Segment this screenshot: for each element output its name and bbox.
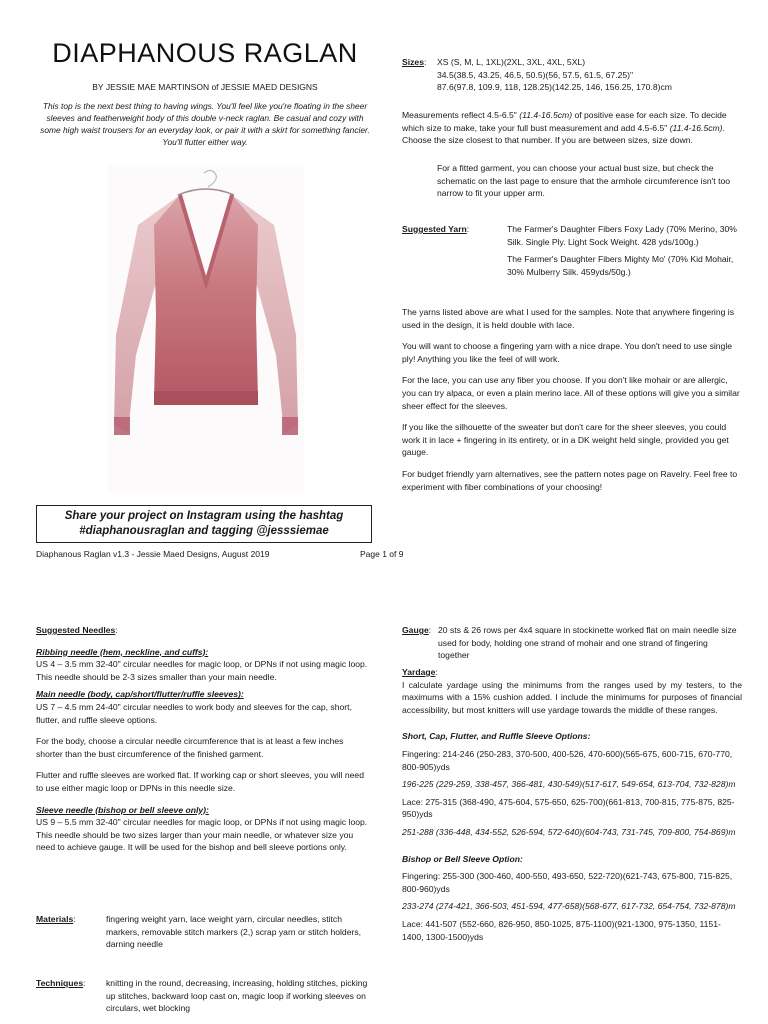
bishop-sleeve-heading: Bishop or Bell Sleeve Option: xyxy=(402,853,523,864)
main-needle-text: US 7 – 4.5 mm 24-40" circular needles to work body and sleeves for the cap, short, flutter, and ruffle sleeve options. xyxy=(36,701,352,725)
sizes-cm: 87.6(97.8, 109.9, 118, 128.25)(142.25, 146, 156.25, 170.8)cm xyxy=(437,82,672,93)
short-sleeve-heading: Short, Cap, Flutter, and Ruffle Sleeve Options: xyxy=(402,731,591,742)
sizes-label: Sizes xyxy=(402,57,424,67)
short-lace-yds: Lace: 275-315 (368-490, 475-604, 575-650, 625-700)(661-813, 700-815, 775-875, 825-950)yds xyxy=(402,796,735,820)
intro-text: This top is the next best thing to having wings. You'll feel like you're floating in the sheer sleeves and featherweight body of this double v-neck raglan. Be casual and cozy with some high waist trousers for an everyday look, or pair it with a skirt for something fancier. You'll flutter either way. xyxy=(40,101,370,147)
bishop-fingering-yds: Fingering: 255-300 (300-460, 400-550, 493-650, 522-720)(621-743, 675-800, 715-825, 800-960)yds xyxy=(402,871,733,894)
gauge-section: Gauge: 20 sts & 26 rows per 4x4 square in stockinette worked flat on main needle size used for body, holding one strand of mohair and one strand of fingering together xyxy=(402,625,737,661)
sleeve-needle-text: US 9 – 5.5 mm 32-40" circular needles for magic loop, or DPNs if not using magic loop. This needle should be two sizes larger than your main needle, or whatever size you need to achieve gauge. It will be used for the bishop and bell sleeve portions only. xyxy=(36,817,368,853)
instagram-share-box xyxy=(36,505,372,543)
share-line-1: Share your project on Instagram using the hashtag xyxy=(64,510,344,522)
short-lace-m: 251-288 (336-448, 434-552, 526-594, 572-640)(604-743, 731-745, 709-800, 754-869)m xyxy=(402,826,736,837)
yardage-label: Yardage xyxy=(402,667,436,677)
fitted-note: For a fitted garment, you can choose your actual bust size, but check the schematic on the last page to ensure that the armhole circumference isn't too narrow to fit your upper arm. xyxy=(437,163,731,199)
gauge-label: Gauge xyxy=(402,625,429,635)
yarn-note-2: You will want to choose a fingering yarn with a nice drape. You don't need to use single ply! Anything you like the feel of will work. xyxy=(402,341,733,364)
yarn-notes xyxy=(402,306,742,493)
ribbing-needle-heading: Ribbing needle (hem, neckline, and cuffs): xyxy=(36,646,209,657)
measurements-note: Measurements reflect 4.5-6.5" (11.4-16.5cm) of positive ease for each size. To decide which size to make, take your full bust measurement and add 4.5-6.5" (11.4-16.5cm). Choose the size closest to that number. If you are between sizes, size down. xyxy=(402,110,727,146)
bishop-lace-yds: Lace: 441-507 (552-660, 826-950, 850-1025, 875-1100)(921-1300, 975-1350, 1151-1400, 1300-1500)yds xyxy=(402,918,721,942)
sizes-list: XS (S, M, L, 1XL)(2XL, 3XL, 4XL, 5XL) xyxy=(437,57,586,67)
yardage-section: Yardage: I calculate yardage using the minimums from the ranges used by my testers, to the maximums with a 15% cushion added. I include the minimums for purposes of financial accessibility, but most knitters will use yardage towards the middle of these ranges. Short, Cap, Flutter, and Ruffle Sleeve Options: Fingering: 214-246 (250-283, 370-500, 400-526, 470-600)(565-675, 600-715, 670-770, 800-905)yds 196-225 (229-259, 338-457, 366-481, 430-549)(517-617, 549-654, 613-704, 732-828)m Lace: 275-315 (368-490, 475-604, 575-650, 625-700)(661-813, 700-815, 775-875, 825-950)yds 251-288 (336-448, 434-552, 526-594, 572-640)(604-743, 731-745, 709-800, 754-869)m Bishop or Bell Sleeve Option: Fingering: 255-300 (300-460, 400-550, 493-650, 522-720)(621-743, 675-800, 715-825, 800-960)yds 233-274 (274-421, 366-503, 451-594, 477-658)(568-677, 617-732, 654-754, 732-878)m Lace: 441-507 (552-660, 826-950, 850-1025, 875-1100)(921-1300, 975-1350, 1151-1400, 1300-1500)yds xyxy=(402,667,742,942)
bishop-fingering-m: 233-274 (274-421, 366-503, 451-594, 477-658)(568-677, 617-732, 654-754, 732-878)m xyxy=(402,901,736,912)
techniques-text: knitting in the round, decreasing, increasing, holding stitches, picking up stitches, backward loop cast on, magic loop if working sleeves on circulars, wet blocking xyxy=(106,978,368,1014)
yarn-note-1: The yarns listed above are what I used for the samples. Note that anywhere fingering is used in the design, it is held double with lace. xyxy=(402,307,734,330)
materials-label: Materials xyxy=(36,914,74,924)
short-fingering-yds: Fingering: 214-246 (250-283, 370-500, 400-526, 470-600)(565-675, 600-715, 670-770, 800-905)yds xyxy=(402,748,733,772)
yarn-label: Suggested Yarn xyxy=(402,224,467,234)
body-needle-text: For the body, choose a circular needle circumference that is at least a few inches shorter than the bust circumference of the finished garment. xyxy=(36,736,344,759)
flutter-sleeve-text: Flutter and ruffle sleeves are worked flat. If working cap or short sleeves, you will need to use either magic loop or DPNs in this needle size. xyxy=(36,770,364,793)
materials-section: Materials: fingering weight yarn, lace weight yarn, circular needles, stitch markers, removable stitch markers (2,) scrap yarn or stitch holders, darning needle xyxy=(36,913,372,951)
techniques-label: Techniques xyxy=(36,978,84,988)
yarn-note-3: For the lace, you can use any fiber you choose. If you don't like mohair or are allergic, you can try alpaca, or even a plain merino lace. All of these options will give you a similar sheer effect for the sleeves. xyxy=(402,375,740,411)
sizes-inches: 34.5(38.5, 43.25, 46.5, 50.5)(56, 57.5, 61.5, 67.25)" xyxy=(437,69,634,80)
yardage-text: I calculate yardage using the minimums from the ranges used by my testers, to the maximums with a 15% cushion added. I include the minimums for purposes of financial accessibility, but most knitters will use yardage towards the middle of these ranges. xyxy=(402,679,742,715)
techniques-section: Techniques: knitting in the round, decreasing, increasing, holding stitches, picking up stitches, backward loop cast on, magic loop if working sleeves on circulars, wet blocking xyxy=(36,978,368,1014)
short-fingering-m: 196-225 (229-259, 338-457, 366-481, 430-549)(517-617, 549-654, 613-704, 732-828)m xyxy=(402,779,736,790)
yarn-foxy-lady: The Farmer's Daughter Fibers Foxy Lady (70% Merino, 30% Silk. Single Ply. Light Sock Weight. 428 yds/100g.) xyxy=(507,224,737,247)
sleeve-needle-heading: Sleeve needle (bishop or bell sleeve only): xyxy=(36,804,209,815)
gauge-text: 20 sts & 26 rows per 4x4 square in stockinette worked flat on main needle size used for body, holding one strand of mohair and one strand of fingering together xyxy=(438,625,737,661)
yarn-section: Suggested Yarn: The Farmer's Daughter Fibers Foxy Lady (70% Merino, 30% Silk. Single Ply. Light Sock Weight. 428 yds/100g.) The Farmer's Daughter Fibers Mighty Mo' (70% Kid Mohair, 30% Mulberry Silk. 459yds/50g.) xyxy=(402,223,742,278)
yarn-note-5: For budget friendly yarn alternatives, see the pattern notes page on Ravelry. Feel free to experiment with fiber combinations of your choosing! xyxy=(402,468,738,492)
share-line-2: #diaphanousraglan and tagging @jesssiemae xyxy=(79,525,329,537)
ribbing-needle-text: US 4 – 3.5 mm 32-40" circular needles for magic loop, or DPNs if not using magic loop. This needle should be 2-3 sizes smaller than your main needle. xyxy=(36,659,368,682)
yarn-mighty-mo: The Farmer's Daughter Fibers Mighty Mo' (70% Kid Mohair, 30% Mulberry Silk. 459yds/50g.) xyxy=(507,254,734,277)
yarn-note-4: If you like the silhouette of the sweater but don't care for the sheer sleeves, you could work it in lace + fingering in its entirety, or in a DK weight held single, provided you get gauge. xyxy=(402,422,729,458)
needles-label: Suggested Needles xyxy=(36,625,116,635)
needles-section: Suggested Needles: Ribbing needle (hem, neckline, and cuffs): US 4 – 3.5 mm 32-40" circular needles for magic loop, or DPNs if not using magic loop. This needle should be 2-3 sizes smaller than your main needle. Main needle (body, cap/short/flutter/ruffle sleeves): US 7 – 4.5 mm 24-40" circular needles to work body and sleeves for the cap, short, flutter, and ruffle sleeve options. For the body, choose a circular needle circumference that is at least a few inches shorter than the bust circumference of the finished garment. Flutter and ruffle sleeves are worked flat. If working cap or short sleeves, you will need to use either magic loop or DPNs in this needle size. Sleeve needle (bishop or bell sleeve only): US 9 – 5.5 mm 32-40" circular needles for magic loop, or DPNs if not using magic loop. This needle should be two sizes larger than your main needle, or whatever size you need to achieve gauge. It will be used for the bishop and bell sleeve portions only. xyxy=(36,624,372,854)
sweater-photo xyxy=(108,165,304,493)
pattern-title: DIAPHANOUS RAGLAN xyxy=(52,38,358,68)
footer-version: Diaphanous Raglan v1.3 - Jessie Maed Designs, August 2019 xyxy=(36,549,270,559)
materials-text: fingering weight yarn, lace weight yarn, circular needles, stitch markers, removable stitch markers (2,) scrap yarn or stitch holders, darning needle xyxy=(106,914,362,950)
sweater-illustration xyxy=(108,165,304,493)
byline: BY JESSIE MAE MARTINSON of JESSIE MAED DESIGNS xyxy=(92,82,318,92)
main-needle-heading: Main needle (body, cap/short/flutter/ruffle sleeves): xyxy=(36,689,244,700)
footer-page-number: Page 1 of 9 xyxy=(360,549,404,559)
sizes-section: Sizes: XS (S, M, L, 1XL)(2XL, 3XL, 4XL, 5XL) 34.5(38.5, 43.25, 46.5, 50.5)(56, 57.5, 61.5, 67.25)" 87.6(97.8, 109.9, 118, 128.25)(142.25, 146, 156.25, 170.8)cm xyxy=(402,57,672,93)
